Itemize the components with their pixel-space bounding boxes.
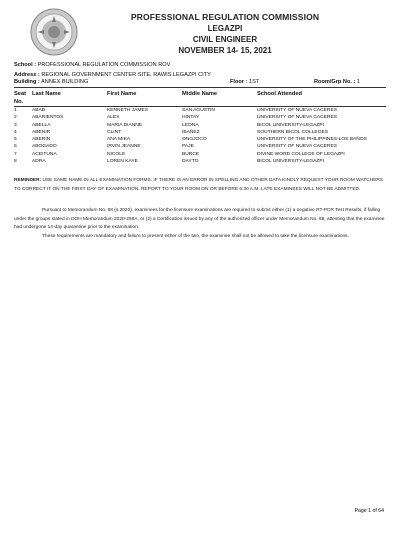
floor-field — [230, 79, 259, 85]
floor-value: 1ST — [248, 79, 260, 85]
first-name: CLINT — [107, 129, 122, 135]
header-last-name: Last Name — [32, 91, 61, 97]
school-attended: BICOL UNIVERSITY-LEGAZPI — [257, 122, 325, 128]
school-label: School : — [14, 62, 37, 68]
school-attended: DIVINE WORD COLLEGE OF LEGAZPI — [257, 151, 345, 157]
room-value: 1 — [356, 79, 361, 85]
seat-no: 4 — [14, 129, 17, 135]
school-attended: UNIVERSITY OF NUEVA CACERES — [257, 108, 337, 113]
middle-name: DAYTO — [182, 159, 199, 165]
school-line — [14, 62, 170, 68]
requirements-paragraph: These requirements are mandatory and failure to present either of the two, the examinee shall not be allowed to take the licensure examinations. — [42, 234, 349, 239]
last-name: ACEITUNA — [32, 151, 57, 157]
table-row — [14, 123, 386, 130]
seat-no: 5 — [14, 137, 17, 143]
middle-name: ONGJOCO — [182, 137, 207, 143]
seat-no: 2 — [14, 115, 17, 121]
school-attended: SOUTHERN BICOL COLLEGES — [257, 129, 329, 135]
header-seat-no: No. — [14, 98, 24, 105]
last-name: ABELLA — [32, 122, 51, 128]
building-line — [14, 79, 386, 88]
address-line — [14, 72, 211, 78]
first-name: KENNETH JAMES — [107, 108, 149, 113]
commission-title: PROFESSIONAL REGULATION COMMISSION — [130, 12, 320, 22]
header-first-name: First Name — [107, 91, 137, 97]
seat-no: 8 — [14, 159, 17, 165]
school-attended: UNIVERSITY OF NUEVA CACERES — [257, 144, 337, 150]
exam-title: CIVIL ENGINEER — [192, 35, 258, 44]
building-field — [14, 79, 88, 85]
last-name: ABENIR — [32, 129, 51, 135]
floor-label: Floor : — [230, 79, 248, 85]
middle-name: SAN AGUSTIN — [182, 108, 215, 113]
building-value: ANNEX BUILDING — [41, 79, 89, 85]
last-name: ABARIENTOS — [32, 115, 64, 121]
examinee-table — [14, 108, 386, 166]
table-header — [14, 90, 386, 107]
table-row — [14, 152, 386, 159]
header-seat: Seat — [14, 91, 27, 97]
room-field — [314, 79, 360, 85]
middle-name: LEONA — [182, 122, 199, 128]
address-value: REGIONAL GOVERNMENT CENTER SITE, RAWIS LEGAZPI CITY — [41, 72, 211, 78]
header-middle-name: Middle Name — [182, 91, 218, 97]
first-name: MARIA DIANNE — [107, 122, 143, 128]
first-name: ANA MIKA — [107, 137, 131, 143]
building-label: Building : — [14, 79, 40, 85]
school-value: PROFESSIONAL REGULATION COMMISSION ROV — [37, 62, 171, 68]
table-row — [14, 159, 386, 166]
middle-name: PAJE — [182, 144, 194, 150]
middle-name: HINTAY — [182, 115, 200, 121]
last-name: ABAD — [32, 108, 46, 113]
seat-no: 3 — [14, 122, 17, 128]
middle-name: BURCE — [182, 151, 200, 157]
first-name: ALEX — [107, 115, 120, 121]
school-attended: UNIVERSITY OF NUEVA CACERES — [257, 115, 337, 121]
last-name: ADRA — [32, 159, 46, 165]
school-attended: BICOL UNIVERSITY-LEGAZPI — [257, 159, 325, 165]
reminder-paragraph — [14, 177, 386, 194]
exam-dates: NOVEMBER 14- 15, 2021 — [178, 46, 272, 55]
seat-no: 7 — [14, 151, 17, 157]
reminder-label: REMINDER: — [14, 178, 42, 183]
seat-no: 6 — [14, 144, 17, 150]
room-label: Room/Grp No. : — [314, 79, 356, 85]
first-name: NICOLE — [107, 151, 126, 157]
first-name: IRVIN JEANNE — [107, 144, 141, 150]
exam-location: LEGAZPI — [207, 24, 243, 33]
memorandum-paragraph: Pursuant to Memorandum No. 68 (s.2020), examinees for the licensure examinations are required to submit either (1) a negative RT-PCR Test Results, if falling under the groups stated in DOH Memorandum 2020-258A, or (2) a Certification issued by any of the authorized officer under Memorandum No. 68, attesting that the examinee had undergone 14-day quarantine prior to the examination. — [14, 208, 385, 231]
seat-no: 1 — [14, 108, 17, 113]
middle-name: IBAÑEZ — [182, 129, 200, 135]
page-number: Page 1 of 64 — [354, 508, 384, 514]
first-name: LOREN KAYE — [107, 159, 138, 165]
school-attended: UNIVERSITY OF THE PHILIPPINES-LOS BAÑOS — [257, 137, 367, 143]
reminder-text: USE SAME NAME IN ALL EXAMINATION FORMS. IF THERE IS AN ERROR IN SPELLING AND OTHER DATA KINDLY REQUEST YOUR ROOM WATCHERS TO CORRECT IT ON THE FIRST DAY OF EXAMINATION. REPORT TO YOUR ROOM ON OR BEFORE 6:30 A.M. LATE EXAMINEES WILL NOT BE ADMITTED. — [14, 178, 384, 192]
last-name: ABERIN — [32, 137, 51, 143]
table-row — [14, 115, 386, 122]
table-row — [14, 144, 386, 151]
last-name: ABOGADO — [32, 144, 57, 150]
address-label: Address : — [14, 72, 40, 78]
prc-seal-logo — [30, 8, 78, 56]
header-school-attended: School Attended — [257, 91, 302, 97]
